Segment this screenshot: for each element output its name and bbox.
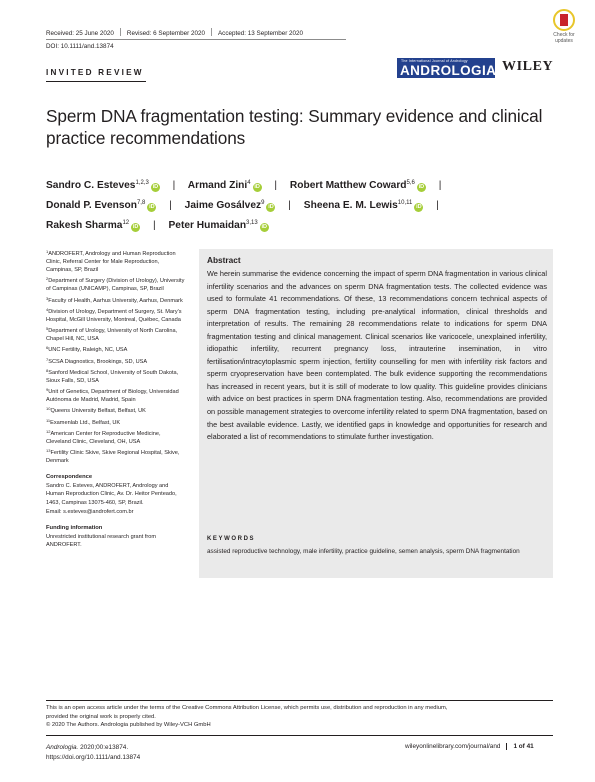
received-date: Received: 25 June 2020 <box>46 30 114 37</box>
affiliation: $^9$Unit of Genetics, Department of Biology, Universidad Autónoma de Madrid, Madrid, Spain <box>46 387 179 404</box>
affiliation: $^5$Department of Urology, University of North Carolina, Chapel Hill, NC, USA <box>46 326 178 343</box>
article-dates <box>46 28 303 37</box>
author-line-2 <box>46 193 566 213</box>
affiliation: $^{12}$American Center for Reproductive Medicine, Cleveland Clinic, Cleveland, OH, USA <box>46 428 161 445</box>
footer-rule <box>46 700 553 701</box>
check-for-updates-badge[interactable] <box>547 9 581 49</box>
footer-right <box>405 743 534 750</box>
author-line-3 <box>46 213 566 233</box>
author-line-1 <box>46 173 566 193</box>
check-for-updates-label: Check for updates <box>553 32 575 44</box>
author-list <box>46 173 566 233</box>
author[interactable]: Armand Zini$^4$iD <box>187 180 260 191</box>
author-separator: | <box>172 180 176 191</box>
citation-doi-link[interactable]: https://doi.org/10.1111/and.13874 <box>46 754 141 761</box>
author[interactable]: Jaime Gosálvez$^9$iD <box>184 200 274 211</box>
author[interactable]: Sandro C. Esteves$^{1,2,3}$iD <box>46 180 159 191</box>
orcid-icon[interactable]: iD <box>149 204 155 210</box>
author-separator: | <box>288 200 291 211</box>
author-separator: | <box>274 180 278 191</box>
journal-website-link[interactable]: wileyonlinelibrary.com/journal/and <box>405 743 501 750</box>
affiliation: $^{11}$Examenlab Ltd., Belfast, UK <box>46 417 121 426</box>
affiliation: $^{10}$Queens University Belfast, Belfast, UK <box>46 406 146 415</box>
author-separator: | <box>169 200 172 211</box>
accepted-date: Accepted: 13 September 2020 <box>217 30 304 37</box>
license-line: provided the original work is properly cited. <box>46 713 156 720</box>
orcid-icon[interactable]: iD <box>268 204 274 210</box>
affiliation: $^2$Department of Surgery (Division of Urology), University of Campinas (UNICAMP), Campinas, SP, Brazil <box>46 276 185 293</box>
footer-rule <box>46 735 553 736</box>
correspondence-heading: Correspondence <box>46 474 93 481</box>
author[interactable]: Robert Matthew Coward$^{5,6}$iD <box>289 180 425 191</box>
author-separator: | <box>438 180 442 191</box>
header-rule <box>46 39 346 40</box>
orcid-icon[interactable]: iD <box>418 184 425 190</box>
keywords-text: assisted reproductive technology, male infertility, practice guideline, semen analysis, sperm DNA fragmentation <box>207 548 520 555</box>
citation-volume: 2020;00:e13874. <box>78 744 129 751</box>
affiliation: $^1$ANDROFERT, Andrology and Human Reproduction Clinic, Referral Center for Male Reproduction, Campinas, SP, Brazil <box>46 249 176 274</box>
section-label: INVITED REVIEW <box>46 68 144 77</box>
affiliation: $^8$Sanford Medical School, University of South Dakota, Sioux Falls, SD, USA <box>46 367 179 384</box>
publisher-logo[interactable]: WILEY <box>502 59 554 74</box>
affiliations-sidebar <box>46 248 186 550</box>
license-notice <box>46 704 553 730</box>
author[interactable]: Peter Humaidan$^{3,13}$iD <box>168 220 267 231</box>
citation-journal: Andrologia. <box>46 744 79 751</box>
journal-logo[interactable] <box>397 58 495 78</box>
page-number: 1 of 41 <box>506 743 533 750</box>
orcid-icon[interactable]: iD <box>416 204 422 210</box>
crossmark-icon <box>553 9 575 31</box>
orcid-icon[interactable]: iD <box>152 184 159 190</box>
abstract-box <box>199 249 553 578</box>
author-separator: | <box>152 220 156 231</box>
abstract-text: We herein summarise the evidence concerning the impact of sperm DNA fragmentation in various clinical infertility scenarios and the advances on sperm DNA fragmentation tests. The collected evidence was used to formulate 41 recommendations. Of these, 13 recommendations concern technical aspects of sperm DNA fragmentation testing, including pre-analytical information, clinical thresholds and interpretation of results. The remaining 28 recommendations relate to indications for sperm DNA fragmentation testing and clinical management. Clinical scenarios like varicocele, unexplained infertility, idiopathic infertility, recurrent pregnancy loss, intrauterine insemination, in vitro fertilisation/intracytoplasmic sperm injection, fertility counselling for men with infertility risk factors and sperm cryopreservation have been contemplated. The bulk evidence supporting the recommendations has increased in recent years, but it is still of moderate to low quality. This guideline provides clinicians with advice on best practices in sperm DNA fragmentation testing. Also, recommendations are provided on possible management strategies to overcome infertility related to sperm DNA fragmentation, based on the best available evidence. Lastly, we identified gaps in knowledge and opportunities for research and elaborated a list of recommendations to stimulate further investigation. <box>207 269 547 442</box>
doi[interactable]: DOI: 10.1111/and.13874 <box>46 43 114 50</box>
abstract-heading: Abstract <box>207 255 241 265</box>
orcid-icon[interactable]: iD <box>132 224 139 230</box>
orcid-icon[interactable]: iD <box>254 184 260 190</box>
affiliation: $^6$UNC Fertility, Raleigh, NC, USA <box>46 345 128 354</box>
author[interactable]: Donald P. Evenson$^{7,8}$iD <box>46 200 155 211</box>
funding-heading: Funding information <box>46 524 103 531</box>
copyright-line: © 2020 The Authors. Andrologia published by Wiley-VCH GmbH <box>46 722 211 729</box>
correspondence-text: Sandro C. Esteves, ANDROFERT, Andrology and Human Reproduction Clinic, Av. Dr. Heitor Penteado, 1463, Campinas 13075-460, SP, Brazil. <box>46 483 177 506</box>
affiliation: $^4$Division of Urology, Department of Surgery, St. Mary's Hospital, McGill University, Montreal, Québec, Canada <box>46 306 182 323</box>
journal-logo-text: ANDROLOGIA <box>400 63 497 78</box>
citation <box>46 743 140 763</box>
author-separator: | <box>436 200 439 211</box>
article-title: Sperm DNA fragmentation testing: Summary evidence and clinical practice recommendations <box>46 106 543 148</box>
license-line: This is an open access article under the terms of the Creative Commons Attribution License, which permits use, distribution and reproduction in any medium, <box>46 705 448 711</box>
affiliation: $^{13}$Fertility Clinic Skive, Skive Regional Hospital, Skive, Denmark <box>46 448 180 465</box>
affiliation: $^7$SCSA Diagnostics, Brookings, SD, USA <box>46 356 148 365</box>
section-rule <box>46 81 146 82</box>
author[interactable]: Sheena E. M. Lewis$^{10,11}$iD <box>303 200 422 211</box>
correspondence-email[interactable]: Email: s.esteves@androfert.com.br <box>46 508 134 515</box>
journal-tagline: The International Journal of Andrology <box>401 59 468 63</box>
author[interactable]: Rakesh Sharma$^{12}$iD <box>46 220 139 231</box>
affiliation: $^3$Faculty of Health, Aarhus University, Aarhus, Denmark <box>46 295 183 304</box>
funding-text: Unrestricted institutional research grant from ANDROFERT. <box>46 534 157 549</box>
keywords-heading: KEYWORDS <box>207 536 256 542</box>
revised-date: Revised: 6 September 2020 <box>126 30 205 37</box>
orcid-icon[interactable]: iD <box>261 224 267 230</box>
